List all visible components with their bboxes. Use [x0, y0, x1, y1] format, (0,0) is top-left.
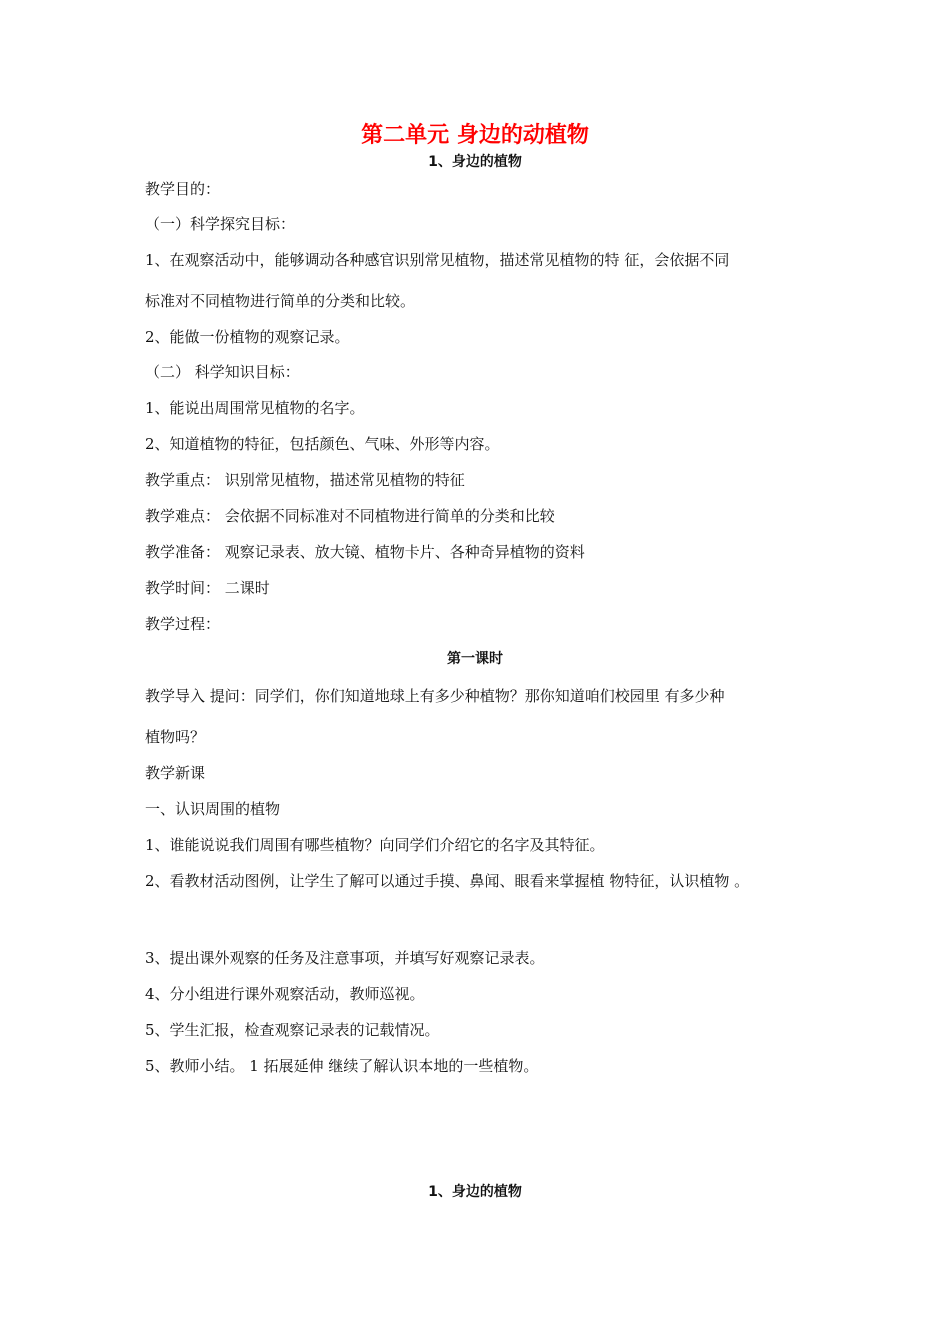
knowledge-goal-1: 1、能说出周围常见植物的名字。	[145, 399, 365, 417]
inquiry-goal-1: 1、在观察活动中，能够调动各种感官识别常见植物，描述常见植物的特 征，会依据不同	[145, 251, 730, 269]
teaching-difficulty: 教学难点： 会依据不同标准对不同植物进行简单的分类和比较	[145, 507, 555, 525]
unit-title: 第二单元 身边的动植物	[361, 123, 589, 148]
step-5-summary: 5、教师小结。 1 拓展延伸 继续了解认识本地的一些植物。	[145, 1057, 539, 1075]
first-period-heading: 第一课时	[447, 651, 503, 667]
lesson-intro: 教学导入 提问：同学们，你们知道地球上有多少种植物？那你知道咱们校园里 有多少种	[145, 687, 725, 705]
step-3: 3、提出课外观察的任务及注意事项，并填写好观察记录表。	[145, 949, 545, 967]
lesson-intro-continued: 植物吗？	[145, 728, 206, 746]
new-lesson-label: 教学新课	[145, 764, 206, 782]
teaching-process-label: 教学过程：	[145, 615, 221, 633]
step-2: 2、看教材活动图例，让学生了解可以通过手摸、鼻闻、眼看来掌握植 物特征，认识植物 。	[145, 872, 750, 890]
teaching-time: 教学时间： 二课时	[145, 579, 270, 597]
teaching-focus: 教学重点： 识别常见植物，描述常见植物的特征	[145, 471, 465, 489]
teaching-objectives-label: 教学目的：	[145, 180, 221, 198]
knowledge-goals-heading: （二） 科学知识目标：	[145, 363, 300, 381]
teaching-preparation: 教学准备： 观察记录表、放大镜、植物卡片、各种奇异植物的资料	[145, 543, 585, 561]
inquiry-goal-1-continued: 标准对不同植物进行简单的分类和比较。	[145, 292, 416, 310]
lesson-subtitle: 1、身边的植物	[428, 154, 522, 170]
knowledge-goal-2: 2、知道植物的特征，包括颜色、气味、外形等内容。	[145, 435, 500, 453]
step-5-report: 5、学生汇报，检查观察记录表的记载情况。	[145, 1021, 440, 1039]
inquiry-goals-heading: （一）科学探究目标：	[145, 215, 296, 233]
step-4: 4、分小组进行课外观察活动，教师巡视。	[145, 985, 425, 1003]
footer-lesson-heading: 1、身边的植物	[428, 1184, 522, 1200]
inquiry-goal-2: 2、能做一份植物的观察记录。	[145, 328, 350, 346]
section-one-heading: 一、认识周围的植物	[145, 800, 281, 818]
step-1: 1、谁能说说我们周围有哪些植物？向同学们介绍它的名字及其特征。	[145, 836, 605, 854]
